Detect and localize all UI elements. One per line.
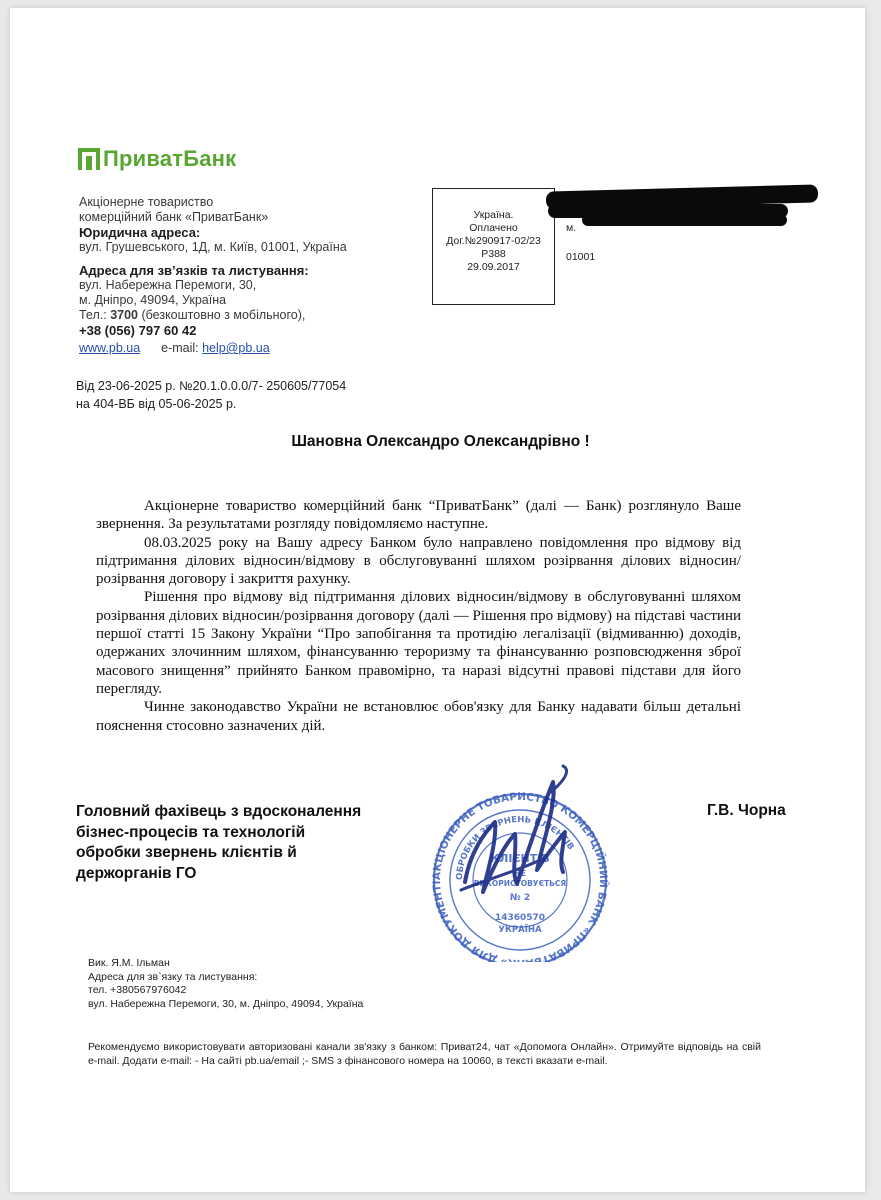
executor-address: вул. Набережна Перемоги, 30, м. Дніпро, 49094, Україна bbox=[88, 997, 364, 1010]
letter-reference bbox=[76, 377, 346, 413]
seal-country: УКРАЇНА bbox=[498, 925, 542, 935]
seal-center-3: ВИКОРИСТОВУЄТЬСЯ bbox=[473, 879, 567, 888]
bank-seal-with-signature bbox=[425, 762, 615, 962]
seal-inner-text: ОБРОБКИ ЗВЕРНЕНЬ КЛІЄНТІВ bbox=[454, 814, 576, 881]
seal-center-1: КЛІЄНТІВ bbox=[490, 852, 550, 865]
website-link[interactable]: www.pb.ua bbox=[79, 341, 141, 355]
bank-logo bbox=[78, 146, 236, 172]
executor-name: Вик. Я.М. Ільман bbox=[88, 957, 170, 969]
executor-block bbox=[88, 957, 363, 1011]
legal-address: вул. Грушевського, 1Д, м. Київ, 01001, Україна bbox=[79, 240, 347, 254]
bank-address-block bbox=[79, 195, 347, 356]
recipient-postcode: 01001 bbox=[566, 251, 596, 263]
salutation: Шановна Олександро Олександрівно ! bbox=[291, 433, 590, 450]
footer-note: Рекомендуємо використовувати авторизовані канали зв'язку з банком: Приват24, чат «Допомога Онлайн». Отримуйте відповідь на свій e-mail. Додати e-mail: - На сайті pb.ua/email ;- SMS з фінансового номера на 10060, в тексті вказати e-mail. bbox=[88, 1041, 761, 1067]
logo-wordmark: ПриватБанк bbox=[103, 146, 237, 171]
long-phone: +38 (056) 797 60 42 bbox=[79, 323, 197, 338]
reference-line1: Від 23-06-2025 р. №20.1.0.0.0/7- 250605/77054 bbox=[76, 379, 347, 393]
executor-address-label: Адреса для зв`язку та листування: bbox=[88, 970, 258, 983]
seal-code: 14360570 bbox=[494, 913, 546, 923]
signatory-position: Головний фахівець з вдосконалення бізнес-процесів та технологій обробки звернень клієнтів й держорганів ГО bbox=[76, 803, 362, 882]
postage-paid-stamp: Україна. Оплачено Дог.№290917-02/23 Р388 29.09.2017 bbox=[432, 188, 555, 305]
contact-address-line1: вул. Набережна Перемоги, 30, bbox=[79, 278, 257, 292]
body-paragraph-2: 08.03.2025 року на Вашу адресу Банком було направлено повідомлення про відмову від підтримання ділових відносин/відмову в обслуговуванні шляхом розірвання ділових відносин/розірвання договору і закриття рахунку. bbox=[96, 534, 741, 588]
redacted-recipient-address bbox=[582, 214, 787, 226]
signer-name: Г.В. Чорна bbox=[707, 802, 786, 819]
reference-line2: на 404-ВБ від 05-06-2025 р. bbox=[76, 397, 237, 411]
seal-center-2: НЕ bbox=[513, 869, 527, 878]
legal-address-label: Юридична адреса: bbox=[79, 225, 201, 240]
contact-address-line2: м. Дніпро, 49094, Україна bbox=[79, 293, 227, 307]
contact-address-label: Адреса для зв’язків та листування: bbox=[79, 263, 309, 278]
seal-outer-text: АКЦІОНЕРНЕ ТОВАРИСТВО КОМЕРЦІЙНИЙ БАНК «ПРИВАТБ » ДЛЯ ДОКУМЕНТІ bbox=[430, 790, 610, 962]
short-phone: 3700 bbox=[110, 308, 138, 322]
body-paragraph-4: Чинне законодавство України не встановлює обов'язку для Банку надавати більш детальні пояснення стосовно зазначених дій. bbox=[96, 699, 741, 734]
letter-body bbox=[96, 497, 741, 735]
recipient-city-prefix: м. bbox=[566, 222, 577, 234]
body-paragraph-3: Рішення про відмову від підтримання ділових відносин/відмову в обслуговуванні шляхом розірвання ділових відносин/розірвання договору (далі — Рішення про відмову) на підставі частини першої статті 15 Закону України “Про запобігання та протидію легалізації (відмиванню) доходів, одержаних злочинним шляхом, фінансуванню тероризму та фінансуванню розповсюдження зброї масового знищення” прийнято Банком правомірно, та наразі відсутні правові підстави для його перегляду. bbox=[96, 589, 741, 697]
bank-name-line1: Акціонерне товариство bbox=[79, 195, 214, 209]
bank-name-line2: комерційний банк «ПриватБанк» bbox=[79, 210, 269, 224]
seal-number: № 2 bbox=[509, 893, 531, 903]
body-paragraph-1: Акціонерне товариство комерційний банк “ПриватБанк” (далі — Банк) розглянуло Ваше звернення. За результатами розгляду повідомляємо наступне. bbox=[96, 498, 741, 533]
email-link[interactable]: help@pb.ua bbox=[202, 341, 270, 355]
privatbank-logo-icon bbox=[78, 148, 100, 170]
phone-line: Тел.: 3700 (безкоштовно з мобільного), bbox=[79, 308, 306, 322]
executor-phone: тел. +380567976042 bbox=[88, 984, 187, 997]
web-email-line: www.pb.ua e-mail: help@pb.ua bbox=[79, 341, 270, 355]
